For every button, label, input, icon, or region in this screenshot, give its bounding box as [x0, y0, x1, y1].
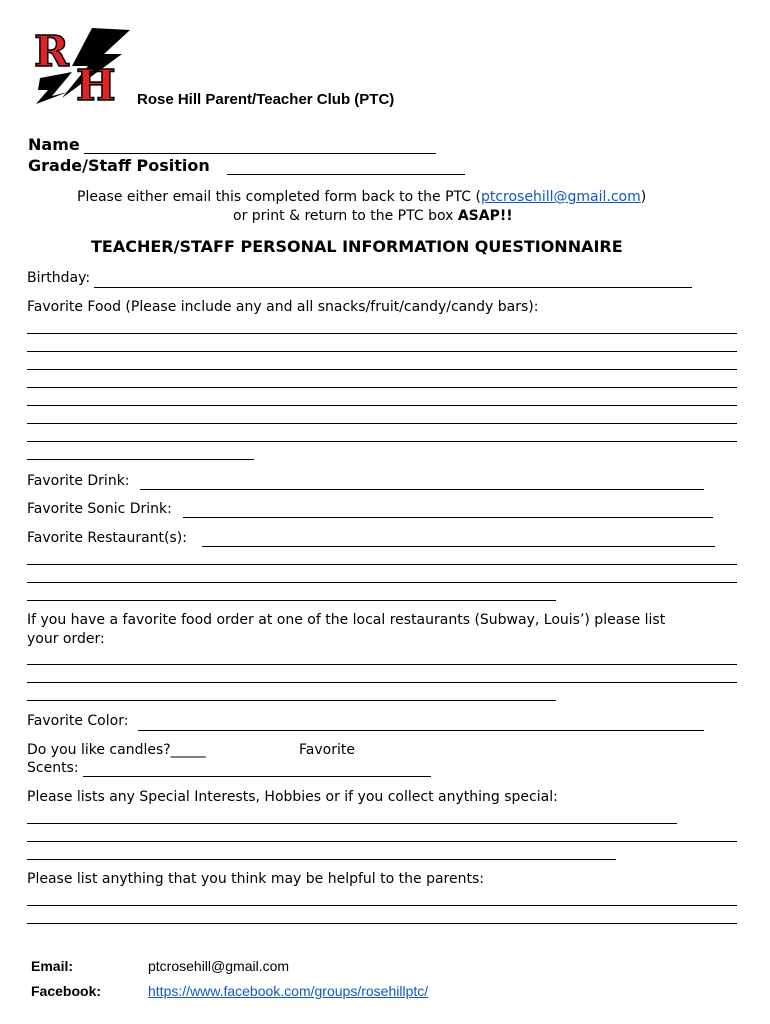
favorite-food-line[interactable]: [27, 333, 737, 334]
helpful-line[interactable]: [27, 923, 737, 924]
special-interests-label: Please lists any Special Interests, Hobbies or if you collect anything special:: [27, 789, 558, 805]
restaurant-order-line[interactable]: [27, 664, 737, 665]
restaurant-order-line[interactable]: [27, 700, 556, 701]
form-title: TEACHER/STAFF PERSONAL INFORMATION QUESTIONNAIRE: [91, 237, 623, 256]
scents-field[interactable]: [83, 776, 431, 777]
club-title: Rose Hill Parent/Teacher Club (PTC): [137, 91, 395, 108]
rh-logo-icon: [32, 26, 132, 104]
favorite-drink-label: Favorite Drink:: [27, 473, 130, 489]
favorite-restaurants-label: Favorite Restaurant(s):: [27, 530, 187, 546]
svg-text:H: H: [76, 61, 116, 104]
instructions-line-2: [233, 209, 513, 223]
footer-facebook-link[interactable]: https://www.facebook.com/groups/rosehillptc/: [148, 983, 429, 999]
instructions-close-paren: ): [640, 189, 647, 205]
favorite-scents-label: Favorite: [299, 742, 355, 758]
instructions-line-1: [77, 190, 646, 204]
favorite-sonic-field[interactable]: [183, 517, 713, 518]
favorite-food-line[interactable]: [27, 441, 737, 442]
footer-email-label: Email:: [31, 958, 74, 974]
candles-label: Do you like candles?_____: [27, 742, 206, 758]
favorite-restaurants-line[interactable]: [27, 564, 737, 565]
asap-text: ASAP!!: [457, 208, 513, 224]
favorite-restaurants-line[interactable]: [27, 600, 556, 601]
footer-facebook-label: Facebook:: [31, 983, 102, 999]
helpful-line[interactable]: [27, 905, 737, 906]
favorite-food-line[interactable]: [27, 405, 737, 406]
svg-text:R: R: [34, 27, 69, 76]
favorite-restaurants-field[interactable]: [202, 546, 715, 547]
instructions-text: Please either email this completed form back to the PTC (: [77, 189, 481, 205]
favorite-sonic-label: Favorite Sonic Drink:: [27, 501, 172, 517]
favorite-food-line[interactable]: [27, 387, 737, 388]
special-interests-line[interactable]: [27, 841, 737, 842]
grade-label: Grade/Staff Position: [28, 156, 210, 175]
restaurant-order-label-1: If you have a favorite food order at one of the local restaurants (Subway, Louis’) please list: [27, 612, 666, 628]
name-label: Name: [28, 135, 80, 154]
footer-email-value[interactable]: ptcrosehill@gmail.com: [148, 958, 290, 974]
favorite-color-field[interactable]: [138, 730, 704, 731]
restaurant-order-line[interactable]: [27, 682, 737, 683]
scents-label: Scents:: [27, 760, 79, 776]
favorite-food-line[interactable]: [27, 423, 737, 424]
ptc-email-link[interactable]: ptcrosehill@gmail.com: [480, 189, 641, 205]
favorite-food-line[interactable]: [27, 351, 737, 352]
favorite-drink-field[interactable]: [140, 489, 704, 490]
name-field[interactable]: [84, 153, 436, 154]
helpful-label: Please list anything that you think may be helpful to the parents:: [27, 871, 484, 887]
rose-hill-logo: [32, 26, 132, 104]
birthday-field[interactable]: [94, 287, 692, 288]
grade-field[interactable]: [227, 174, 465, 175]
favorite-color-label: Favorite Color:: [27, 713, 129, 729]
favorite-food-label: Favorite Food (Please include any and all snacks/fruit/candy/candy bars):: [27, 299, 539, 315]
favorite-restaurants-line[interactable]: [27, 582, 737, 583]
special-interests-line[interactable]: [27, 823, 677, 824]
favorite-food-line[interactable]: [27, 369, 737, 370]
restaurant-order-label-2: your order:: [27, 631, 105, 647]
special-interests-line[interactable]: [27, 859, 616, 860]
instructions-text-2: or print & return to the PTC box: [233, 208, 458, 224]
favorite-food-line[interactable]: [27, 459, 254, 460]
birthday-label: Birthday:: [27, 270, 91, 286]
